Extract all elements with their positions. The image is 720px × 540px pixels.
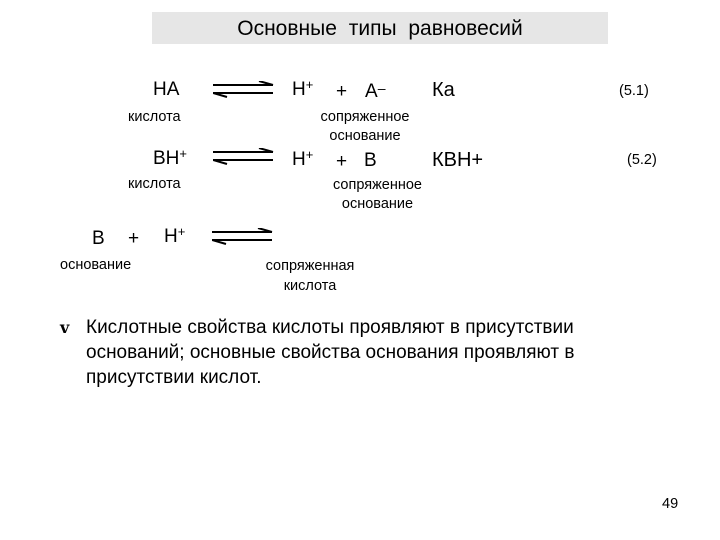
eq2-product-h: Н+: [292, 147, 314, 170]
eq1-equilibrium-arrow: [213, 81, 275, 99]
eq1-product-h: Н+: [292, 77, 314, 100]
eq2-reactant: ВН+: [153, 146, 187, 169]
eq2-product-label: сопряженное основание: [333, 177, 422, 212]
page-title: Основные типы равновесий: [237, 17, 523, 40]
eq1-plus: +: [336, 81, 348, 102]
eq3-product-label: сопряженная кислота: [265, 258, 355, 294]
title-banner: [152, 12, 608, 44]
note-text: Кислотные свойства кислоты проявляют в присутствии оснований; основные свойства основания проявляют в присутствии кислот.: [86, 317, 575, 388]
eq3-equilibrium-arrow: [212, 228, 274, 246]
bullet-icon: v: [60, 318, 70, 337]
eq2-constant: КВН+: [432, 149, 484, 171]
eq1-number: (5.1): [619, 83, 649, 99]
eq2-equilibrium-arrow: [213, 148, 275, 166]
eq1-reactant: НА: [153, 79, 180, 100]
eq3-reactant-h: Н+: [164, 224, 186, 247]
eq3-plus: +: [128, 228, 140, 249]
page-number: 49: [662, 496, 679, 512]
eq2-plus: +: [336, 151, 348, 172]
eq1-product-base: А–: [365, 80, 386, 102]
eq3-reactant-label: основание: [60, 257, 132, 273]
eq2-product-base: В: [364, 150, 377, 171]
eq2-reactant-label: кислота: [128, 176, 181, 192]
eq2-number: (5.2): [627, 152, 657, 168]
eq1-product-label: сопряженное основание: [320, 109, 410, 144]
eq3-reactant-base: В: [92, 228, 105, 249]
eq1-reactant-label: кислота: [128, 109, 181, 125]
eq1-constant: Ка: [432, 79, 455, 101]
